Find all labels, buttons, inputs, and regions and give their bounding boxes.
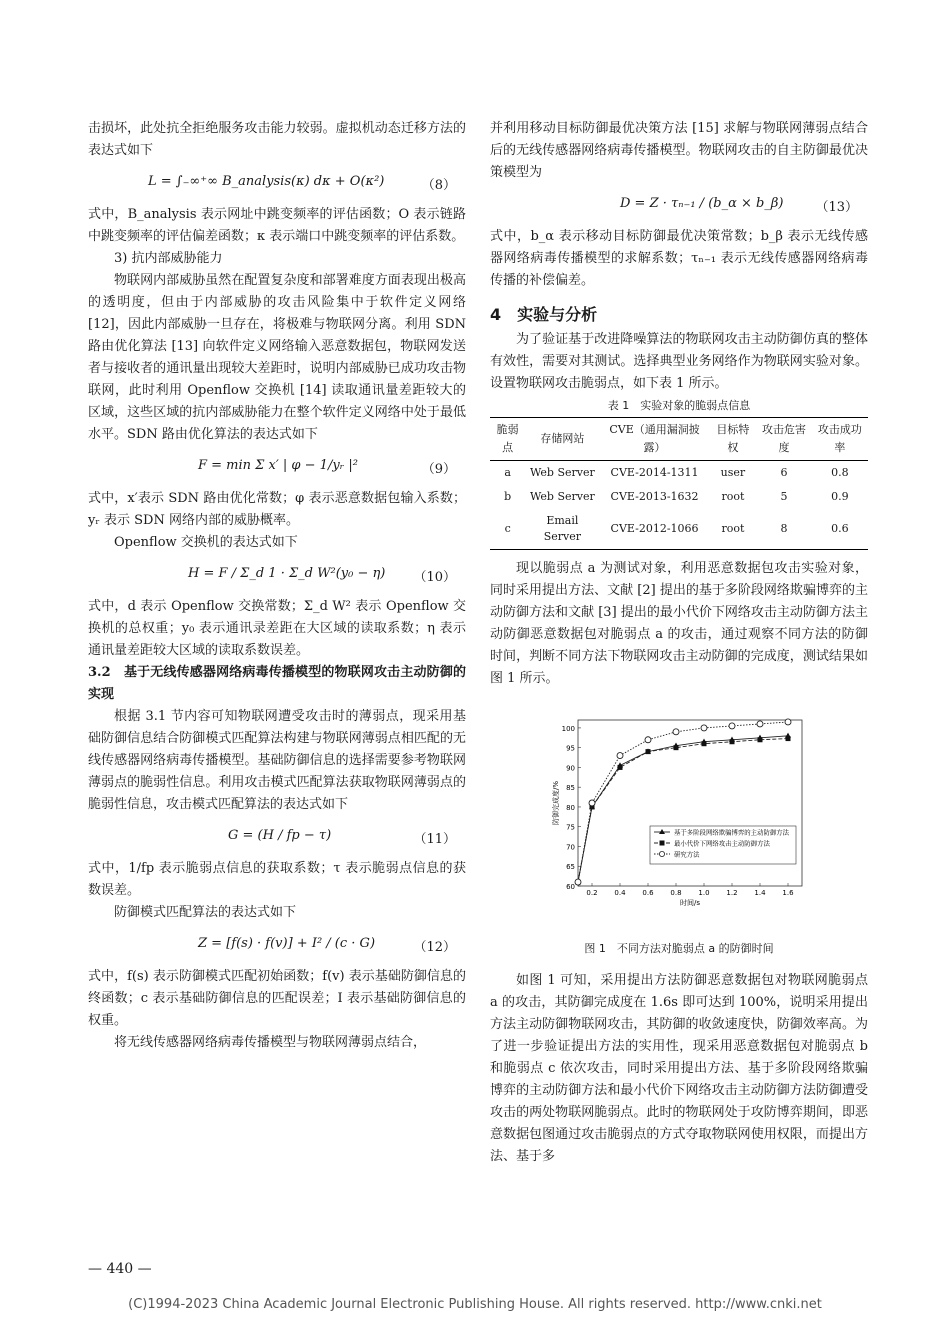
paragraph: 式中，1/fp 表示脆弱点信息的获取系数；τ 表示脆弱点信息的获数误差。 [88, 861, 466, 898]
table-cell: 6 [780, 466, 788, 479]
data-point [617, 753, 623, 759]
y-tick-label: 65 [566, 863, 575, 872]
table-cell: CVE-2014-1311 [610, 466, 699, 479]
data-point [729, 723, 735, 729]
copyright-notice: (C)1994-2023 China Academic Journal Electronic Publishing House. All rights reserved. http://www.cnki.net [128, 1297, 822, 1312]
table-header-cell: 攻击成功率 [812, 418, 868, 461]
table-cell: Web Server [530, 490, 595, 503]
x-tick-label: 1.0 [698, 889, 710, 897]
data-point [702, 741, 707, 746]
y-tick-label: 85 [566, 784, 575, 793]
y-tick-label: 95 [566, 744, 575, 753]
data-point [645, 737, 651, 743]
data-point [757, 721, 763, 727]
equation-body: F = min Σ x′ | φ − 1/yᵣ |² [198, 458, 358, 473]
equation-body: H = F / Σ_d 1 · Σ_d W²(y₀ − η) [188, 566, 386, 581]
figure-caption: 图 1 不同方法对脆弱点 a 的防御时间 [584, 942, 774, 955]
y-tick-label: 80 [566, 803, 575, 812]
table-cell: CVE-2013-1632 [610, 490, 699, 503]
table-cell: user [720, 466, 746, 479]
equation-number: （12） [413, 940, 456, 955]
y-tick-label: 100 [561, 724, 575, 733]
data-point [673, 729, 679, 735]
section-heading-4: 4 实验与分析 [490, 305, 598, 324]
x-tick-label: 0.6 [642, 889, 654, 897]
paragraph: 现以脆弱点 a 为测试对象，利用恶意数据包攻击实验对象，同时采用提出方法、文献 [2] 提出的基于多阶段网络欺骗博弈的主动防御方法和文献 [3] 提出的最小代价下网络攻击主动防御方法主动防御恶意数据包对脆弱点 a 的攻击，通过观察不同方法的防御时间，判断不同方法下物联网攻击主动防御的完成度，测试结果如图 1 所示。 [490, 561, 868, 686]
table-header-cell: 存储网站 [525, 418, 599, 461]
table-cell: 5 [780, 490, 788, 503]
data-point [758, 737, 763, 742]
vulnerability-table [490, 417, 868, 550]
equation-13 [490, 188, 868, 222]
table-cell: 0.6 [812, 509, 868, 550]
table-cell: Email Server [525, 509, 599, 550]
legend-marker [659, 851, 664, 856]
y-tick-label: 60 [566, 883, 575, 891]
paragraph: 式中，b_α 表示移动目标防御最优决策常数；b_β 表示无线传感器网络病毒传播模型的求解系数；τₙ₋₁ 表示无线传感器网络病毒传播的补偿偏差。 [490, 229, 868, 288]
table-cell: CVE-2012-1066 [599, 509, 709, 550]
data-point [701, 725, 707, 731]
paragraph: 如图 1 可知，采用提出方法防御恶意数据包对物联网脆弱点 a 的攻击，其防御完成度在 1.6s 即可达到 100%，说明采用提出方法主动防御物联网攻击，其防御的收敛速度快，防御效率高。为了进一步验证提出方法的实用性，现采用恶意数据包对脆弱点 b 和脆弱点 c 依次攻击，同时采用提出方法、基于多阶段网络欺骗博弈的主动防御方法和最小代价下网络攻击主动防御方法防御遭受攻击的两处物联网脆弱点。此时的物联网处于攻防博弈期间，即恶意数据包图通过攻击脆弱点的方式夺取物联网使用权限，而提出方法、基于多 [490, 973, 868, 1164]
data-point [618, 765, 623, 770]
table-header-cell: 脆弱点 [490, 418, 525, 461]
equation-body: Z = [f(s) · f(v)] + I² / (c · G) [198, 936, 376, 951]
data-point [589, 800, 595, 806]
table-row [490, 485, 868, 509]
equation-number: （11） [413, 832, 456, 847]
section-heading-3-2: 3.2 基于无线传感器网络病毒传播模型的物联网攻击主动防御的实现 [88, 665, 466, 702]
equation-8 [88, 166, 466, 200]
table-cell: root [721, 490, 745, 503]
table-cell: Web Server [530, 466, 595, 479]
paragraph: 式中，B_analysis 表示网址中跳变频率的评估函数；O 表示链路中跳变频率的评估偏差函数；κ 表示端口中跳变频率的评估系数。 [88, 207, 466, 244]
table-header-cell: 攻击危害度 [756, 418, 812, 461]
legend-marker [660, 841, 665, 846]
equation-10 [88, 558, 466, 592]
equation-9 [88, 450, 466, 484]
x-tick-label: 0.2 [586, 889, 598, 897]
paragraph: 物联网内部威胁虽然在配置复杂度和部署难度方面表现出极高的透明度，但由于内部威胁的攻击风险集中于软件定义网络 [12]，因此内部威胁一旦存在，将极难与物联网分离。利用 SDN 路由优化算法 [13] 向软件定义网络输入恶意数据包，物联网发送者与接收者的通讯量出现较大差距时，说明内部威胁已成功攻击物联网，此时利用 Openflow 交换机 [14] 读取通讯量差距较大的区域，这些区域的抗内部威胁能力在整个软件定义网络中处于最低水平。SDN 路由优化算法的表达式如下 [88, 273, 466, 442]
y-tick-label: 75 [566, 823, 575, 832]
paragraph: 式中，f(s) 表示防御模式匹配初始函数；f(v) 表示基础防御信息的终函数；c 表示基础防御信息的匹配误差；I 表示基础防御信息的权重。 [88, 969, 466, 1028]
table-cell: b [504, 490, 512, 503]
equation-number: （10） [413, 570, 456, 585]
x-tick-label: 1.6 [782, 889, 794, 897]
paragraph: 将无线传感器网络病毒传播模型与物联网薄弱点结合， [114, 1035, 427, 1050]
legend-label: 最小代价下网络攻击主动防御方法 [674, 839, 770, 848]
table-body [490, 461, 868, 550]
table-cell: 8 [756, 509, 812, 550]
table-row [490, 461, 868, 486]
data-point [785, 719, 791, 725]
y-tick-label: 70 [566, 843, 575, 852]
data-point [646, 749, 651, 754]
table-row [490, 509, 868, 550]
equation-body: L = ∫₋∞⁺∞ B_analysis(κ) dκ + O(κ²) [148, 174, 385, 189]
table-cell: a [504, 466, 511, 479]
data-point [730, 739, 735, 744]
table-header-row [490, 418, 868, 461]
table-header-cell: 目标特权 [710, 418, 757, 461]
equation-body: G = (H / fp − τ) [228, 828, 332, 843]
equation-11 [88, 820, 466, 854]
table-caption: 表 1 实验对象的脆弱点信息 [607, 399, 751, 412]
table-header-cell: CVE（通用漏洞披露） [599, 418, 709, 461]
paragraph: 式中，d 表示 Openflow 交换常数；Σ_d W² 表示 Openflow 交换机的总权重；y₀ 表示通讯录差距在大区域的读取系数；η 表示通讯量差距较大区域的读取系数误差。 [88, 599, 466, 658]
x-tick-label: 1.2 [726, 889, 738, 897]
equation-number: （8） [421, 178, 456, 193]
paragraph: 击损坏，此处抗全拒绝服务攻击能力较弱。虚拟机动态迁移方法的表达式如下 [88, 121, 466, 158]
data-point [575, 879, 581, 885]
y-tick-label: 90 [566, 764, 575, 773]
defense-time-chart [550, 714, 810, 914]
equation-body: D = Z · τₙ₋₁ / (b_α × b_β) [620, 196, 784, 211]
data-point [674, 745, 679, 750]
page-number: — 440 — [88, 1261, 152, 1277]
right-column [490, 118, 868, 1168]
paragraph: 根据 3.1 节内容可知物联网遭受攻击时的薄弱点，现采用基础防御信息结合防御模式匹配算法构建与物联网薄弱点相匹配的无线传感器网络病毒传播模型。基础防御信息的选择需要参考物联网薄弱点的脆弱性信息。利用攻击模式匹配算法获取物联网薄弱点的脆弱性信息，攻击模式匹配算法的表达式如下 [88, 709, 466, 812]
table-cell: 0.9 [831, 490, 849, 503]
equation-number: （13） [815, 200, 858, 215]
paragraph: 为了验证基于改进降噪算法的物联网攻击主动防御仿真的整体有效性，需要对其测试。选择典型业务网络作为物联网实验对象。设置物联网攻击脆弱点，如下表 1 所示。 [490, 332, 868, 391]
paragraph: 并利用移动目标防御最优决策方法 [15] 求解与物联网薄弱点结合后的无线传感器网络病毒传播模型。物联网攻击的自主防御最优决策模型为 [490, 121, 868, 180]
legend-label: 基于多阶段网络欺骗博弈的主动防御方法 [674, 828, 790, 837]
equation-12 [88, 928, 466, 962]
x-tick-label: 0.8 [670, 889, 682, 897]
legend-label: 研究方法 [674, 850, 700, 859]
table-cell: root [710, 509, 757, 550]
paragraph: Openflow 交换机的表达式如下 [114, 535, 298, 550]
paragraph: 防御模式匹配算法的表达式如下 [114, 905, 297, 920]
subheading: 3) 抗内部威胁能力 [114, 251, 223, 266]
equation-number: （9） [421, 462, 456, 477]
table-cell: 0.8 [831, 466, 849, 479]
table-cell: c [490, 509, 525, 550]
x-tick-label: 1.4 [754, 889, 766, 897]
y-axis-label: 防御完成度/% [552, 780, 560, 826]
figure-1 [490, 714, 868, 934]
left-column [88, 118, 466, 1054]
paragraph: 式中，x′表示 SDN 路由优化常数；φ 表示恶意数据包输入系数；yᵣ 表示 SDN 网络内部的威胁概率。 [88, 491, 466, 528]
x-axis-label: 时间/s [679, 899, 701, 907]
x-tick-label: 0.4 [614, 889, 626, 897]
data-point [786, 736, 791, 741]
